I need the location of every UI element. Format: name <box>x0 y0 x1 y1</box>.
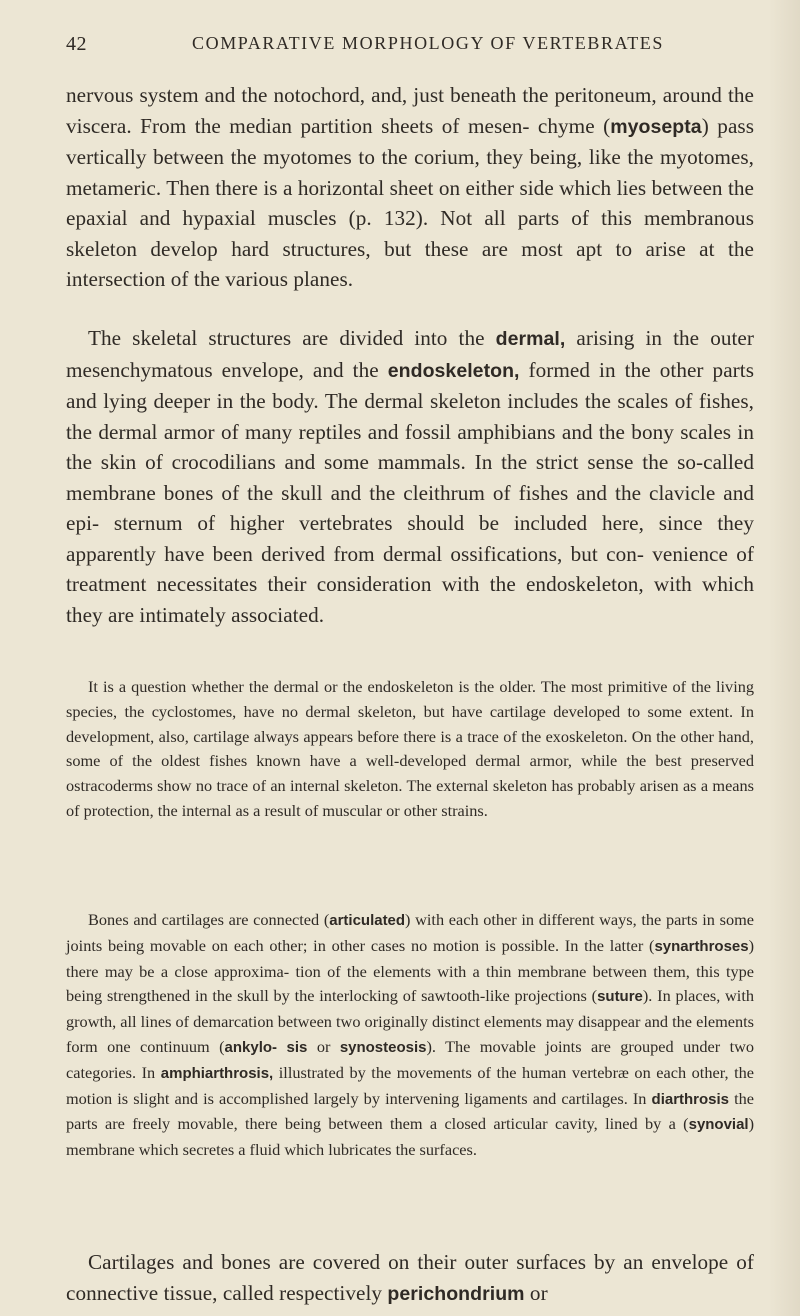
term-diarthrosis: diarthrosis <box>651 1090 729 1108</box>
text-run: It is a question whether the dermal or the endoskeleton is the older. The most primitive of the living species, the cyclostomes, have no dermal skeleton, but have cartilage developed to some extent. In development, also, cartilage always appears before there is a trace of the exoskeleton. On the other hand, some of the oldest fishes known have a well-developed dermal armor, while the best preserved ostracoderms show no trace of an internal skeleton. The external skeleton has probably arisen as a means of protection, the internal as a result of muscular or other strains. <box>66 677 754 820</box>
paragraph-membranous-skeleton <box>66 80 754 295</box>
term-perichondrium: perichondrium <box>387 1282 525 1305</box>
term-myosepta: myosepta <box>610 115 702 138</box>
text-run: or <box>307 1036 340 1056</box>
term-articulated: articulated <box>329 912 406 929</box>
text-run: ) with each other in different ways, the parts in some joints being movable on each other; in other cases no motion is possible. In the latter ( <box>66 910 754 955</box>
text-run: the parts are freely movable, there being between them a closed articular cavity, lined by a ( <box>66 1088 754 1134</box>
paragraph-perichondrium <box>66 1247 754 1309</box>
text-run: nervous system and the notochord, and, just beneath the peritoneum, around the viscera. From the median partition sheets of mesen- chyme ( <box>66 83 754 138</box>
text-run: Cartilages and bones are covered on their outer surfaces by an envelope of connective tissue, called respectively <box>66 1250 754 1305</box>
text-run: ) membrane which secretes a fluid which lubricates the surfaces. <box>66 1114 754 1160</box>
term-synovial: synovial <box>688 1116 749 1134</box>
term-dermal: dermal, <box>495 328 566 350</box>
text-run: or <box>524 1280 548 1305</box>
paragraph-skeletal-structures <box>66 323 754 630</box>
text-run: The skeletal structures are divided into the <box>88 326 496 350</box>
text-run: formed in the other parts and lying deeper in the body. The dermal skeleton includes the scales of fishes, the dermal armor of many reptiles and fossil amphibians and the bony scales in the skin of crocodilians and some mammals. In the strict sense the so-called membrane bones of the skull and the cleithrum of fishes and the clavicle and epi- sternum of higher vertebrates should be included here, since they apparently have been derived from dermal ossifications, but con- venience of treatment necessitates their consideration with the endoskeleton, with which they are intimately associated. <box>66 357 754 627</box>
text-run: ) there may be a close approxima- tion of the elements with a thin membrane between them, this type being strengthened in the skull by the interlocking of sawtooth-like projections ( <box>66 935 754 1006</box>
term-amphiarthrosis: amphiarthrosis, <box>160 1064 274 1082</box>
text-run: illustrated by the movements of the human vertebræ on each other, the motion is slight and is accomplished largely by intervening ligaments and cartilages. In <box>66 1062 755 1108</box>
term-endoskeleton: endoskeleton, <box>387 359 520 382</box>
paragraph-articulations <box>66 908 754 1163</box>
term-suture: suture <box>597 988 643 1006</box>
term-synosteosis: synosteosis <box>339 1038 427 1056</box>
text-run: ). In places, with growth, all lines of demarcation between two originally distinct elements may disappear and the elements form one continuum ( <box>66 986 754 1056</box>
term-ankylosis: ankylo- sis <box>224 1038 308 1056</box>
page-number: 42 <box>66 33 87 55</box>
text-run: Bones and cartilages are connected ( <box>88 910 330 929</box>
text-run: arising in the outer mesenchymatous envelope, and the <box>66 326 754 382</box>
page-header <box>66 33 766 55</box>
running-title: COMPARATIVE MORPHOLOGY OF VERTEBRATES <box>192 33 665 53</box>
text-run: ) pass vertically between the myotomes to the corium, they being, like the myotomes, metameric. Then there is a horizontal sheet on either side which lies between the epaxial and hypaxial muscles (p. 132). Not all parts of this membranous skeleton develop hard structures, but these are most apt to arise at the intersection of the various planes. <box>66 113 754 291</box>
term-synarthroses: synarthroses <box>654 937 749 955</box>
text-run: ). The movable joints are grouped under two categories. In <box>66 1036 754 1082</box>
paragraph-dermal-vs-endoskeleton <box>66 675 754 824</box>
